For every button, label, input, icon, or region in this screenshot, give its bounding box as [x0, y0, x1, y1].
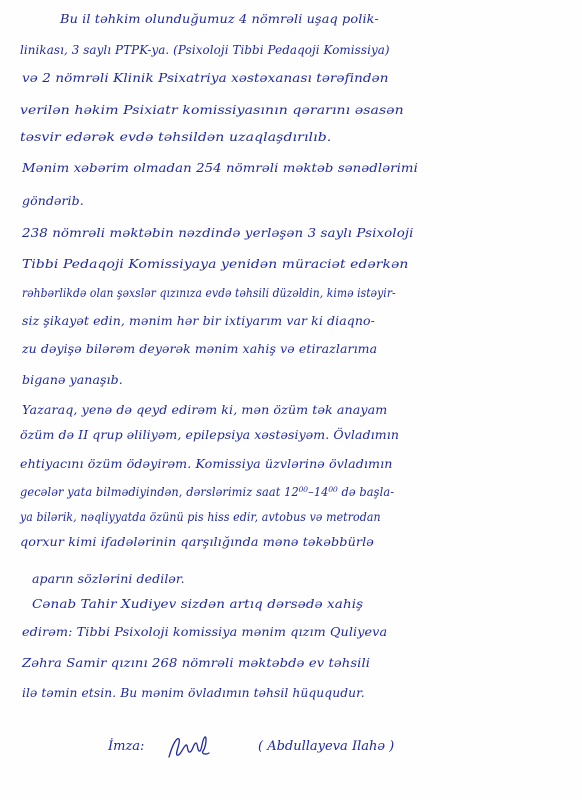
letter-line: Yazaraq, yenə də qeyd edirəm ki, mən özüm tək anayam — [22, 402, 388, 417]
letter-line: Mənim xəbərim olmadan 254 nömrəli məktəb sənədlərimi — [22, 160, 418, 175]
letter-line: zu dəyişə bilərəm deyərək mənim xahiş və etirazlarıma — [22, 341, 378, 356]
letter-line: Bu il təhkim olunduğumuz 4 nömrəli uşaq polik- — [60, 11, 379, 26]
letter-line: verilən həkim Psixiatr komissiyasının qərarını əsasən — [20, 102, 404, 117]
signature-row — [108, 733, 548, 763]
letter-line: Tibbi Pedaqoji Komissiyaya yenidən müraciət edərkən — [22, 256, 409, 271]
letter-line: ehtiyacını özüm ödəyirəm. Komissiya üzvlərinə övladımın — [20, 456, 393, 471]
letter-line: rəhbərlikdə olan şəxslər qızınıza evdə təhsili düzəldin, kimə istəyir- — [22, 285, 396, 300]
letter-line: linikası, 3 saylı PTPK-ya. (Psixoloji Tibbi Pedaqoji Komissiya) — [20, 42, 390, 57]
letter-line: gecələr yata bilmədiyindən, dərslərimiz saat 12⁰⁰–14⁰⁰ də başla- — [20, 484, 395, 499]
letter-line: ya bilərik, nəqliyyatda özünü pis hiss edir, avtobus və metrodan — [20, 509, 381, 524]
letter-line: edirəm: Tibbi Psixoloji komissiya mənim qızım Quliyeva — [22, 624, 388, 639]
letter-line: Cənab Tahir Xudiyev sizdən artıq dərsədə xahiş — [32, 596, 364, 611]
signatory-name: ( Abdullayeva Ilahə ) — [258, 739, 395, 754]
handwritten-signature — [165, 733, 211, 763]
letter-line: ilə təmin etsin. Bu mənim övladımın təhsil hüququdur. — [22, 685, 365, 700]
letter-line: təsvir edərək evdə təhsildən uzaqlaşdırılıb. — [20, 129, 332, 144]
letter-line: göndərib. — [22, 193, 84, 208]
letter-line: siz şikayət edin, mənim hər bir ixtiyarım var ki diaqno- — [22, 313, 375, 328]
signature-label: İmza: — [108, 739, 145, 754]
letter-line: özüm də II qrup əliliyəm, epilepsiya xəstəsiyəm. Övladımın — [20, 427, 399, 442]
letter-line: Zəhra Samir qızını 268 nömrəli məktəbdə ev təhsili — [22, 655, 371, 670]
letter-line: aparın sözlərini dedilər. — [32, 571, 185, 586]
letter-line: 238 nömrəli məktəbin nəzdində yerləşən 3 saylı Psixoloji — [22, 225, 414, 240]
letter-line: qorxur kimi ifadələrinin qarşılığında mənə təkəbbürlə — [20, 534, 374, 549]
letter-line: və 2 nömrəli Klinik Psixatriya xəstəxanası tərəfindən — [22, 70, 389, 85]
letter-line: biganə yanaşıb. — [22, 372, 123, 387]
